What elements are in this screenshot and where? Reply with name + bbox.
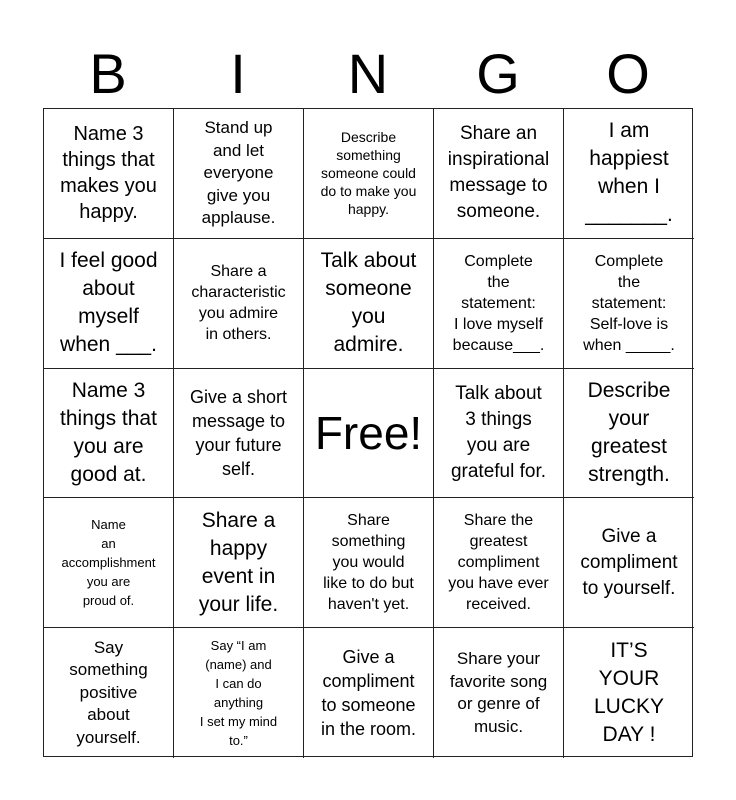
cell-text: I feel good about myself when ___. (59, 249, 158, 357)
header-letter-o: O (606, 42, 650, 105)
bingo-cell[interactable] (434, 239, 564, 369)
bingo-cell[interactable] (434, 498, 564, 628)
bingo-cell[interactable] (304, 498, 434, 628)
bingo-cell[interactable] (44, 239, 174, 369)
cell-text: Name 3 things that you are good at. (60, 378, 157, 486)
bingo-cell[interactable] (174, 239, 304, 369)
header-letter-n: N (347, 42, 389, 105)
cell-text: Describe your greatest strength. (587, 378, 671, 486)
cell-text: Share a happy event in your life. (198, 508, 279, 616)
cell-text: Share something you would like to do but haven't yet. (323, 512, 414, 614)
cell-text: Share an inspirational message to someone. (447, 123, 550, 223)
bingo-card-grid (43, 108, 693, 757)
bingo-cell[interactable] (174, 628, 304, 758)
cell-text: Complete the statement: I love myself because___. (452, 252, 545, 354)
cell-text: Give a compliment to someone in the room. (320, 647, 417, 740)
cell-text: Say “I am (name) and I can do anything I set my mind to.” (199, 638, 278, 749)
bingo-cell[interactable] (44, 498, 174, 628)
cell-text: Share your favorite song or genre of music. (449, 649, 548, 736)
cell-text: Complete the statement: Self-love is when _____. (583, 252, 675, 354)
bingo-cell[interactable] (564, 239, 694, 369)
free-space-label: Free! (314, 406, 423, 459)
header-letter-b: B (89, 42, 127, 105)
cell-text: Talk about 3 things you are grateful for. (450, 382, 547, 482)
bingo-cell[interactable] (44, 109, 174, 239)
bingo-header (43, 40, 693, 108)
bingo-cell[interactable] (564, 109, 694, 239)
cell-text: Describe something someone could do to make you happy. (320, 129, 417, 218)
cell-text: Give a short message to your future self. (189, 386, 288, 479)
bingo-cell[interactable] (44, 369, 174, 499)
bingo-cell[interactable] (174, 369, 304, 499)
cell-text: Share the greatest compliment you have ever received. (448, 512, 549, 614)
cell-text: Give a compliment to yourself. (580, 525, 678, 599)
cell-text: Share a characteristic you admire in others. (191, 263, 286, 344)
bingo-cell[interactable] (564, 498, 694, 628)
cell-text: Talk about someone you admire. (320, 249, 417, 357)
bingo-cell[interactable] (434, 109, 564, 239)
header-letter-i: I (230, 42, 246, 105)
cell-text: Stand up and let everyone give you applause. (201, 118, 276, 228)
bingo-cell[interactable] (304, 109, 434, 239)
bingo-cell[interactable] (304, 628, 434, 758)
cell-text: I am happiest when I _______. (585, 119, 673, 227)
cell-text: Name an accomplishment you are proud of. (61, 517, 156, 609)
bingo-cell[interactable] (174, 498, 304, 628)
cell-text: Say something positive about yourself. (69, 637, 148, 747)
bingo-cell[interactable] (434, 628, 564, 758)
cell-text: IT’S YOUR LUCKY DAY ! (593, 639, 665, 747)
bingo-cell[interactable] (304, 239, 434, 369)
bingo-cell[interactable] (174, 109, 304, 239)
cell-text: Name 3 things that makes you happy. (60, 123, 157, 224)
header-letter-g: G (476, 42, 520, 105)
bingo-cell[interactable] (434, 369, 564, 499)
bingo-cell[interactable] (564, 628, 694, 758)
bingo-cell[interactable] (44, 628, 174, 758)
bingo-cell[interactable] (564, 369, 694, 499)
free-space[interactable] (304, 369, 434, 499)
